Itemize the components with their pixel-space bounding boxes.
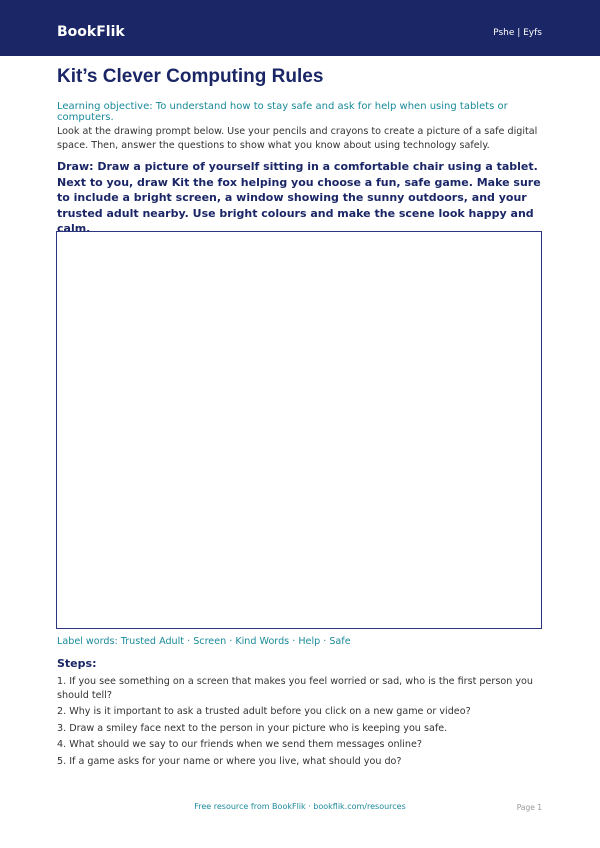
- label-words: Label words: Trusted Adult · Screen · Kind Words · Help · Safe: [57, 636, 351, 647]
- drawing-prompt: Draw: Draw a picture of yourself sitting in a comfortable chair using a tablet. Next to you, draw Kit the fox helping you choose a fun, safe game. Make sure to include a bright screen, a window showing the sunny outdoors, and your trusted adult nearby. Use bright colours and make the scene look happy and calm.: [57, 160, 541, 235]
- step-item: 2. Why is it important to ask a trusted adult before you click on a new game or video?: [57, 706, 471, 717]
- steps-heading: Steps:: [57, 657, 97, 670]
- step-item: 3. Draw a smiley face next to the person in your picture who is keeping you safe.: [57, 722, 448, 734]
- step-item: 4. What should we say to our friends when we send them messages online?: [57, 739, 422, 750]
- brand-logo: BookFlik: [57, 24, 125, 40]
- page-number: Page 1: [516, 803, 542, 812]
- drawing-area: [56, 231, 542, 629]
- page-title: Kit’s Clever Computing Rules: [57, 66, 324, 87]
- learning-objective: Learning objective: To understand how to stay safe and ask for help when using tablets or computers.: [57, 101, 508, 123]
- intro-text: Look at the drawing prompt below. Use your pencils and crayons to create a picture of a safe digital space. Then, answer the questions to show what you know about using technology safely.: [57, 126, 538, 151]
- subject-tags: Pshe | Eyfs: [493, 28, 542, 38]
- steps-list: [57, 675, 547, 771]
- footer-credit: Free resource from BookFlik · bookflik.com/resources: [194, 802, 406, 811]
- page-header: [0, 0, 600, 56]
- step-item: 5. If a game asks for your name or where you live, what should you do?: [57, 755, 402, 767]
- step-item: 1. If you see something on a screen that makes you feel worried or sad, who is the first person you should tell?: [57, 676, 533, 701]
